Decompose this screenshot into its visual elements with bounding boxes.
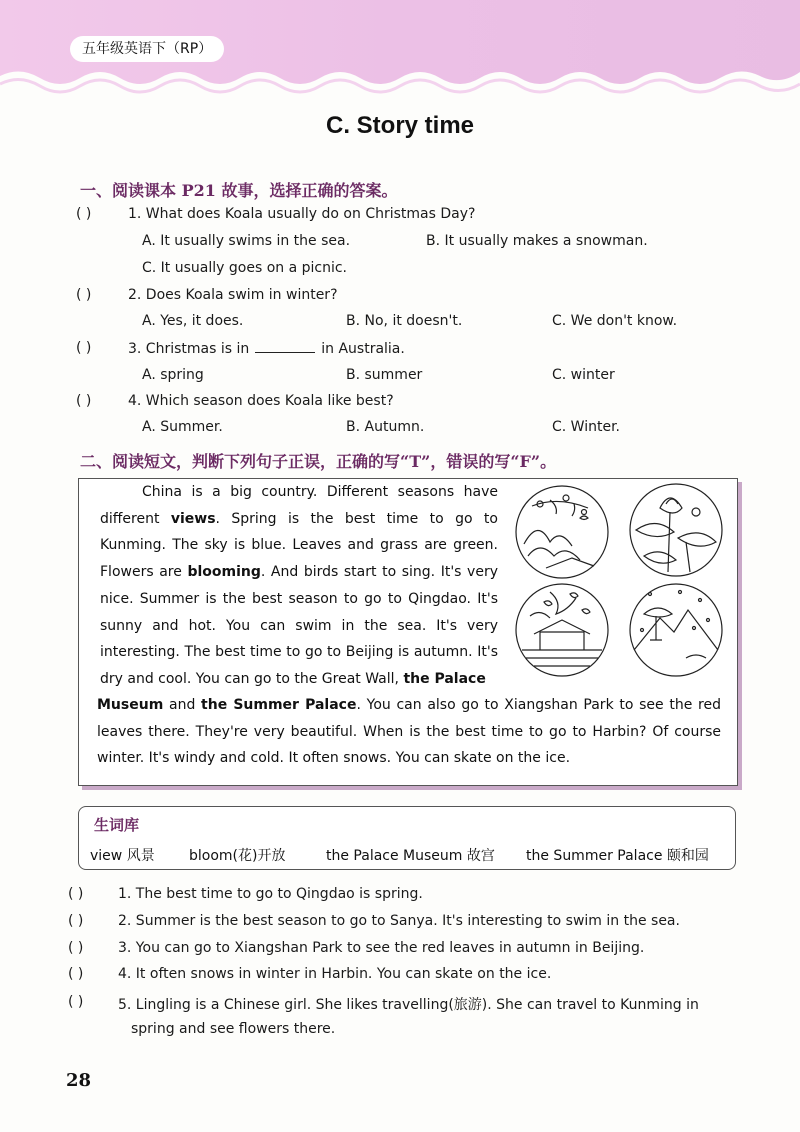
question-4: 4. Which season does Koala like best? [128,393,394,409]
q3-option-c: C. winter [552,367,615,383]
passage-text: China is a big country. Different seasons have different [100,484,498,527]
passage-text: . You can also go to Xiangshan Park to see the red leaves there. They're very beautiful. When is the best time to go to Harbin? Of course winter. It's windy and cold. It often snows. You can skate on the ice. [97,697,721,767]
summer-illustration [630,484,722,576]
question-3-text-before: 3. Christmas is in [128,341,250,357]
question-2: 2. Does Koala swim in winter? [128,287,338,303]
statement-3: 3. You can go to Xiangshan Park to see the red leaves in autumn in Beijing. [118,940,645,956]
answer-blank[interactable]: ( ) [68,913,84,929]
season-illustrations [510,482,730,682]
passage-text: . Spring is the best time to go to Kunming. The sky is blue. Leaves and grass are green. Flowers are [100,510,498,581]
fill-in-blank[interactable] [255,340,315,353]
answer-blank[interactable]: ( ) [76,393,92,409]
answer-blank[interactable]: ( ) [76,206,92,222]
answer-blank[interactable]: ( ) [68,966,84,982]
page-title: C. Story time [325,112,475,139]
winter-illustration [630,584,722,676]
q4-option-c: C. Winter. [552,419,620,435]
keyword-the-palace: the Palace [403,670,486,687]
section2-heading: 二、阅读短文，判断下列句子正误，正确的写“T”，错误的写“F”。 [80,452,557,471]
question-3-text-after: in Australia. [321,341,405,357]
statement-5-continued: spring and see flowers there. [131,1021,336,1037]
statement-4: 4. It often snows in winter in Harbin. You can skate on the ice. [118,966,552,982]
keyword-summer-palace: the Summer Palace [201,697,357,713]
vocab-item: bloom(花)开放 [189,848,286,864]
q2-option-b: B. No, it doesn't. [346,313,463,329]
answer-blank[interactable]: ( ) [68,940,84,956]
answer-blank[interactable]: ( ) [76,287,92,303]
question-1: 1. What does Koala usually do on Christmas Day? [128,206,476,222]
q2-option-a: A. Yes, it does. [142,313,244,329]
page-number: 28 [66,1070,92,1091]
keyword-blooming: blooming [187,564,261,581]
vocab-item: the Palace Museum 故宫 [326,848,495,864]
passage-text: and [163,697,202,713]
answer-blank[interactable]: ( ) [68,886,84,902]
q1-option-c: C. It usually goes on a picnic. [142,260,347,276]
reading-passage-top [100,479,498,693]
q1-option-a: A. It usually swims in the sea. [142,233,351,249]
q3-option-b: B. summer [346,367,423,383]
statement-2: 2. Summer is the best season to go to Sanya. It's interesting to swim in the sea. [118,913,680,929]
spring-illustration [516,486,608,578]
answer-blank[interactable]: ( ) [76,340,92,356]
vocab-item: view 风景 [90,848,155,864]
question-3 [128,340,405,357]
reading-passage-bottom [97,692,721,772]
q4-option-b: B. Autumn. [346,419,425,435]
keyword-museum: Museum [97,697,164,713]
section1-heading: 一、阅读课本 P21 故事，选择正确的答案。 [80,181,398,200]
q1-option-b: B. It usually makes a snowman. [426,233,648,249]
header-band [0,0,800,100]
vocab-item: the Summer Palace 颐和园 [526,848,709,864]
passage-text: . And birds start to sing. It's very nice. Summer is the best season to go to Qingdao. It's sunny and hot. You can swim in the sea. It's very interesting. The best time to go to Beijing is autumn. It's dry and cool. You can go to the Great Wall, [100,564,498,687]
statement-1: 1. The best time to go to Qingdao is spring. [118,886,423,902]
q2-option-c: C. We don't know. [552,313,678,329]
keyword-views: views [170,510,216,527]
autumn-illustration [516,584,608,676]
vocabulary-title: 生词库 [94,816,140,834]
answer-blank[interactable]: ( ) [68,994,84,1010]
q3-option-a: A. spring [142,367,204,383]
statement-5: 5. Lingling is a Chinese girl. She likes travelling(旅游). She can travel to Kunming in [118,997,699,1013]
q4-option-a: A. Summer. [142,419,223,435]
grade-label: 五年级英语下（RP） [70,36,224,62]
